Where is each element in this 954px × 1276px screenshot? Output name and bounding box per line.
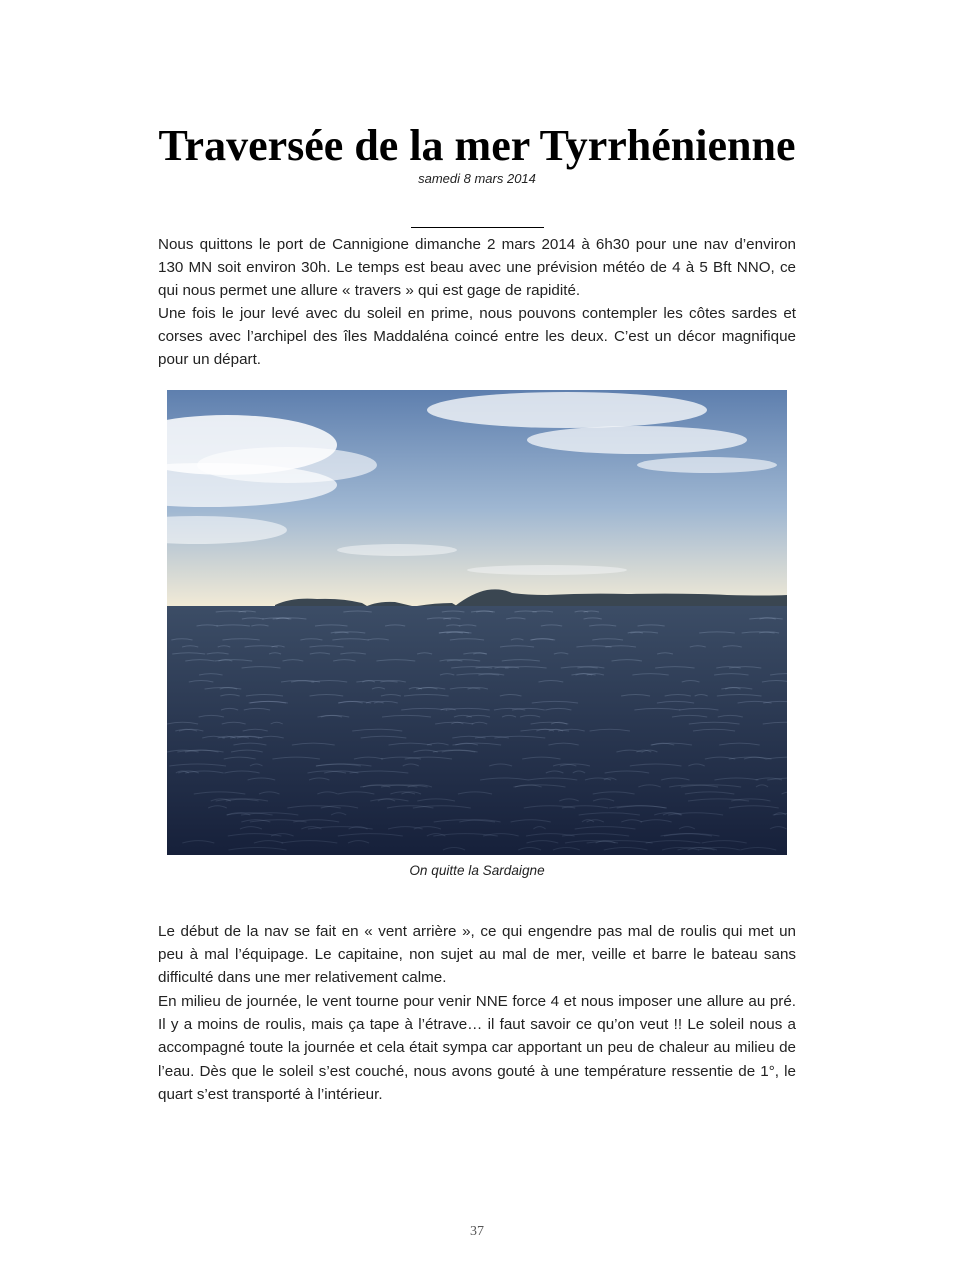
title-divider [411, 227, 544, 228]
page-number: 37 [470, 1224, 484, 1239]
paragraph-intro: Nous quittons le port de Cannigione dimanche 2 mars 2014 à 6h30 pour une nav d’environ 130 MN soit environ 30h. Le temps est beau avec une prévision météo de 4 à 5 Bft NNO, ce qui nous permet une allure « travers » qui est gage de rapidité. [158, 236, 796, 300]
paragraph-afternoon: En milieu de journée, le vent tourne pour venir NNE force 4 et nous imposer une allure au pré. Il y a moins de roulis, mais ça tape à l’étrave… il faut savoir ce qu’on veut !! Le soleil nous a accompagné toute la journée et cela était sympa car apportant un peu de chaleur au milieu de l’eau. Dès que le soleil s’est couché, nous avons gouté à une température ressentie de 1°, le quart s’est transporté à l’intérieur. [158, 993, 796, 1103]
post-date: samedi 8 mars 2014 [418, 171, 536, 186]
paragraph-coastline: Une fois le jour levé avec du soleil en prime, nous pouvons contempler les côtes sardes et corses avec l’archipel des îles Maddaléna coincé entre les deux. C’est un décor magnifique pour un départ. [158, 305, 796, 369]
paragraph-downwind: Le début de la nav se fait en « vent arrière », ce qui engendre pas mal de roulis qui met un peu à mal l’équipage. Le capitaine, non sujet au mal de mer, veille et barre le bateau sans difficulté dans une mer relativement calme. [158, 923, 796, 987]
photo-caption: On quitte la Sardaigne [409, 863, 545, 878]
sea-photo [167, 390, 787, 855]
page-title: Traversée de la mer Tyrrhénienne [158, 121, 796, 170]
